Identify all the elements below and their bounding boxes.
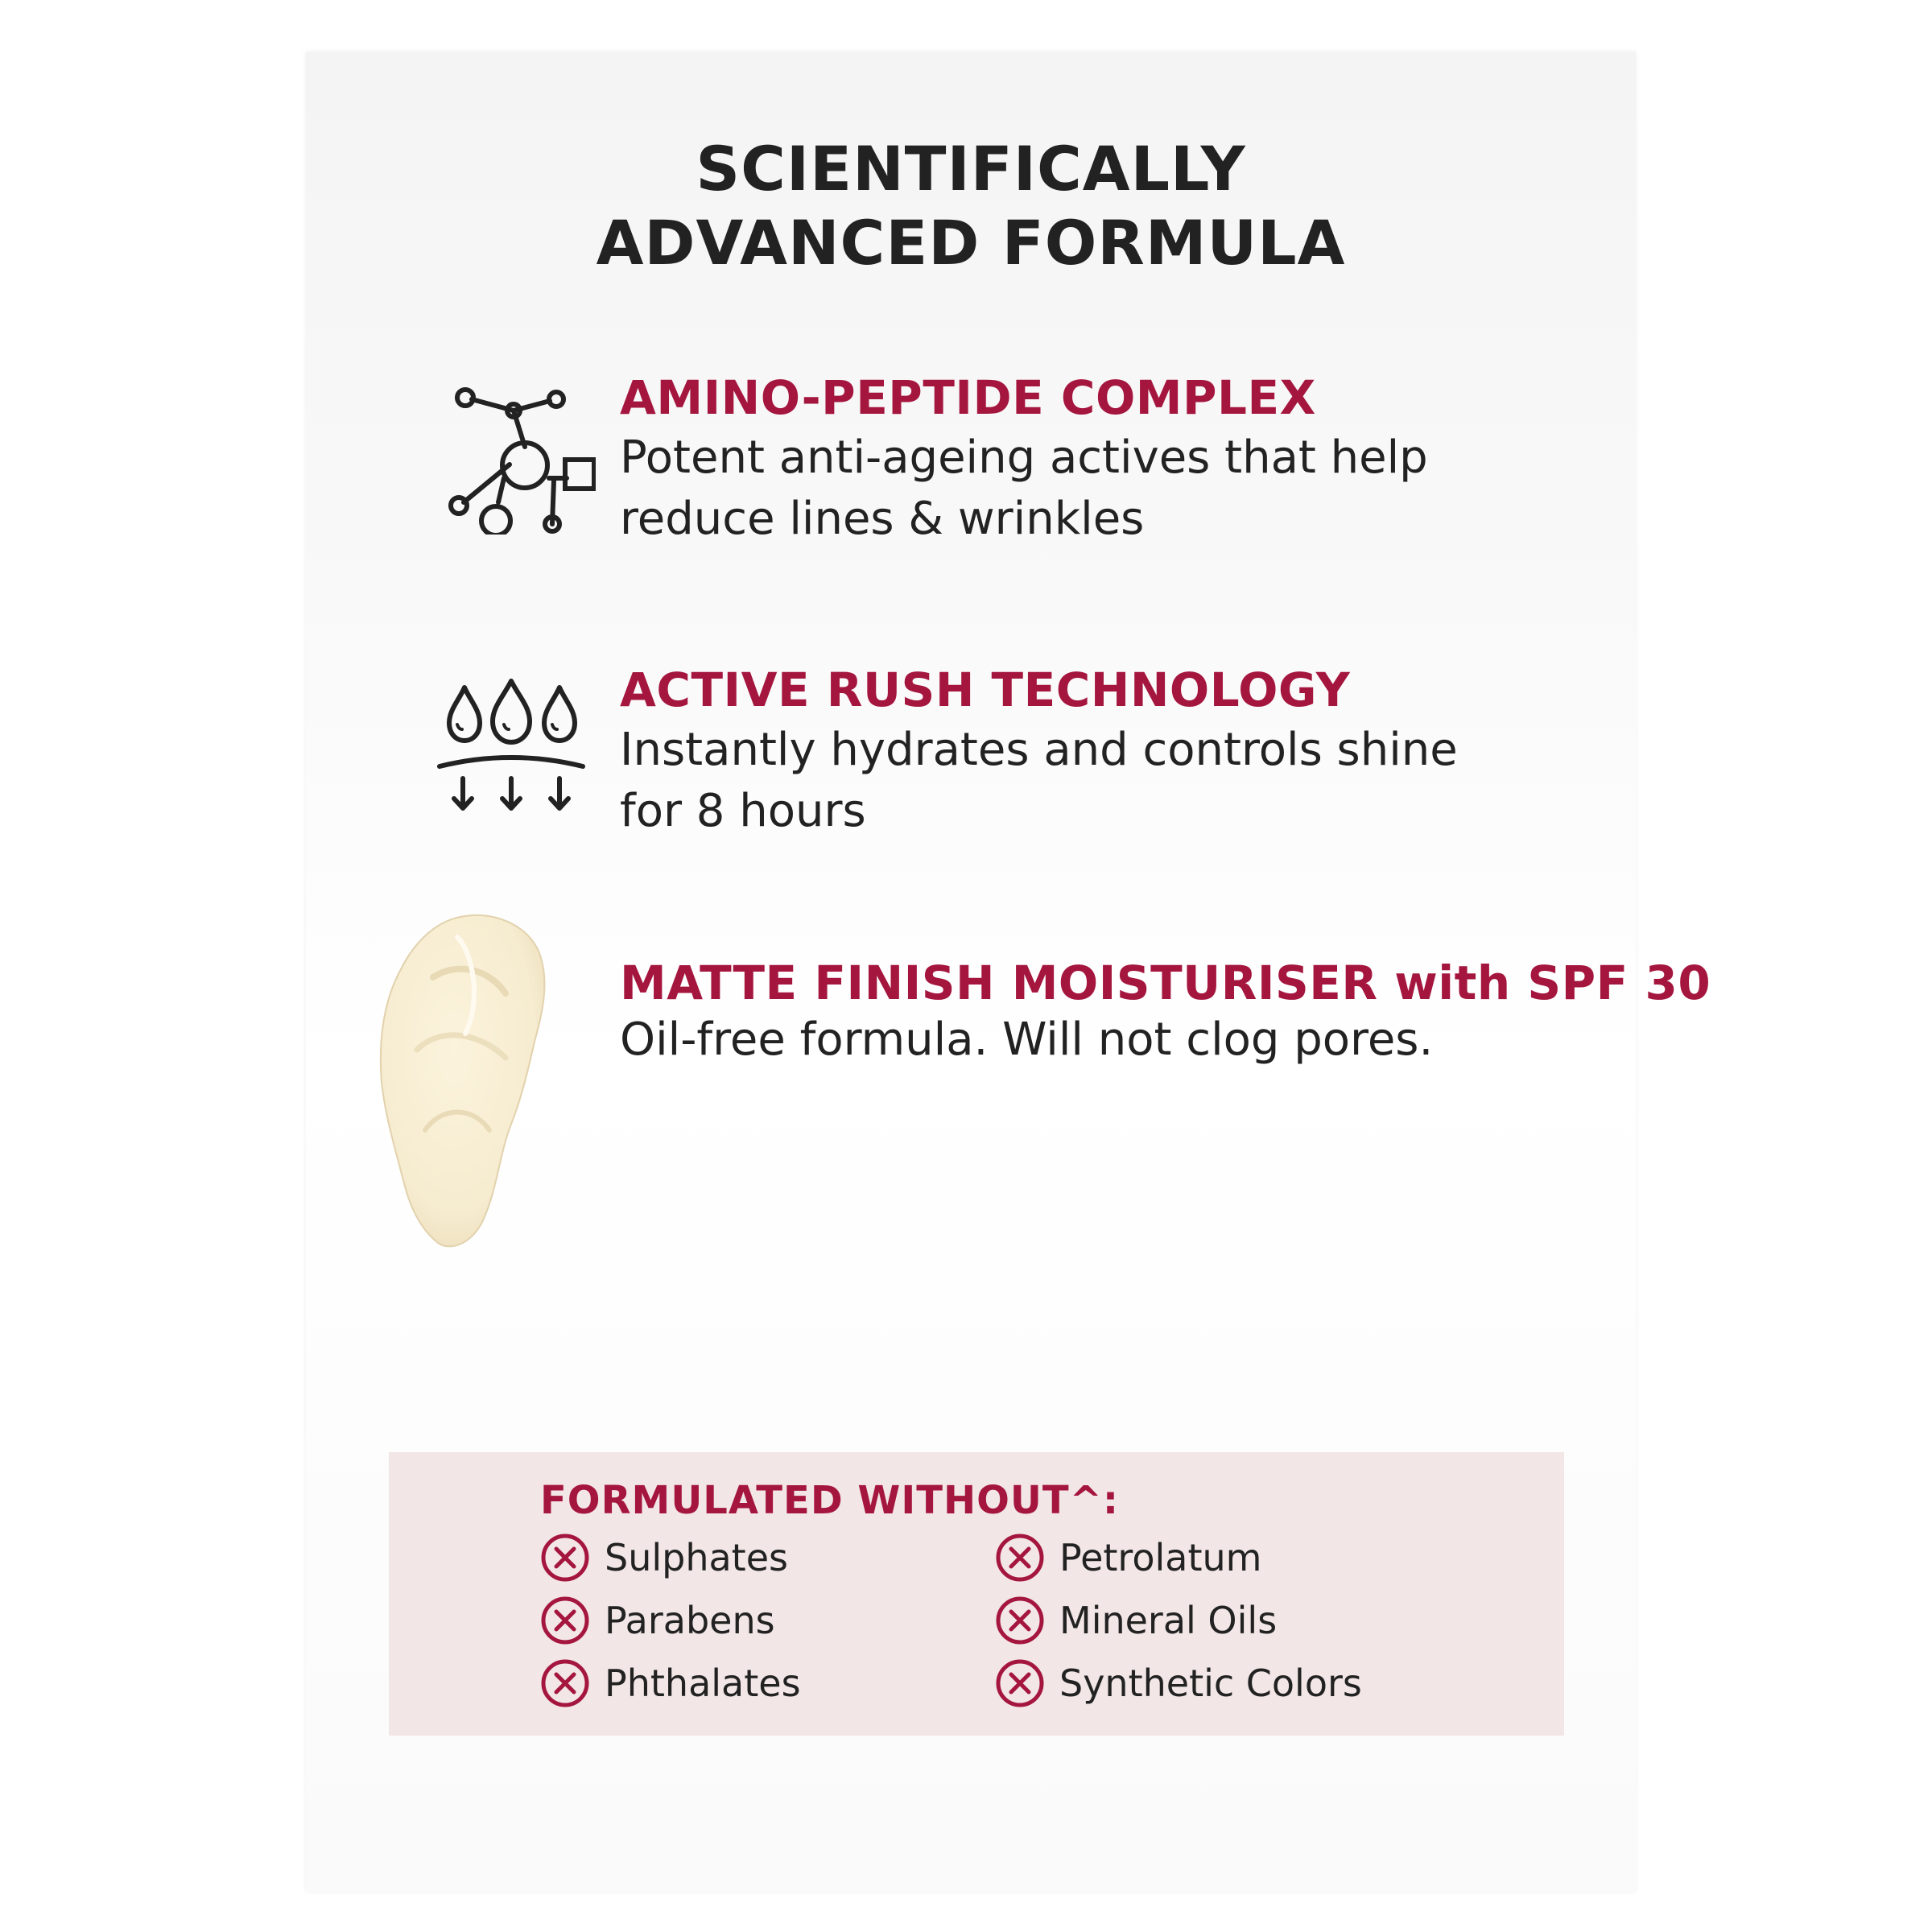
feature-desc-line: Instantly hydrates and controls shine — [620, 724, 1458, 776]
feature-active-rush — [306, 662, 1636, 871]
formulated-without-title: FORMULATED WITHOUT^: — [540, 1478, 1120, 1523]
feature-matte-finish — [306, 905, 1711, 1259]
cream-swatch-image — [369, 905, 570, 1259]
without-item-label: Phthalates — [605, 1662, 801, 1705]
feature-desc-line: reduce lines & wrinkles — [620, 493, 1145, 545]
without-item-label: Mineral Oils — [1059, 1599, 1278, 1642]
feature-heading: MATTE FINISH MOISTURISER with SPF 30 — [620, 956, 1711, 1010]
feature-desc-line: Potent anti-ageing actives that help — [620, 431, 1428, 484]
feature-heading: ACTIVE RUSH TECHNOLOGY — [620, 663, 1351, 717]
without-item-label: Sulphates — [605, 1536, 788, 1579]
without-item-label: Petrolatum — [1059, 1536, 1262, 1579]
x-circle-icon — [995, 1658, 1045, 1708]
feature-amino-peptide — [306, 369, 1636, 579]
x-circle-icon — [995, 1596, 1045, 1645]
water-drops-arrows-icon — [435, 678, 588, 823]
x-circle-icon — [540, 1596, 590, 1645]
without-item-label: Parabens — [605, 1599, 775, 1642]
without-item-label: Synthetic Colors — [1059, 1662, 1362, 1705]
feature-heading: AMINO-PEPTIDE COMPLEX — [620, 370, 1316, 425]
feature-description — [620, 427, 1586, 550]
title-line-1: SCIENTIFICALLY — [696, 133, 1246, 204]
feature-description — [620, 1009, 1586, 1071]
x-circle-icon — [540, 1533, 590, 1583]
page-title — [306, 132, 1636, 280]
x-circle-icon — [995, 1533, 1045, 1583]
x-circle-icon — [540, 1658, 590, 1708]
product-panel — [306, 52, 1711, 1892]
molecule-icon — [443, 382, 596, 535]
feature-desc-line: for 8 hours — [620, 785, 866, 837]
feature-desc-line: Oil-free formula. Will not clog pores. — [620, 1013, 1434, 1066]
formulated-without-box — [389, 1452, 1564, 1736]
title-line-2: ADVANCED FORMULA — [596, 207, 1346, 279]
feature-description — [620, 720, 1586, 842]
